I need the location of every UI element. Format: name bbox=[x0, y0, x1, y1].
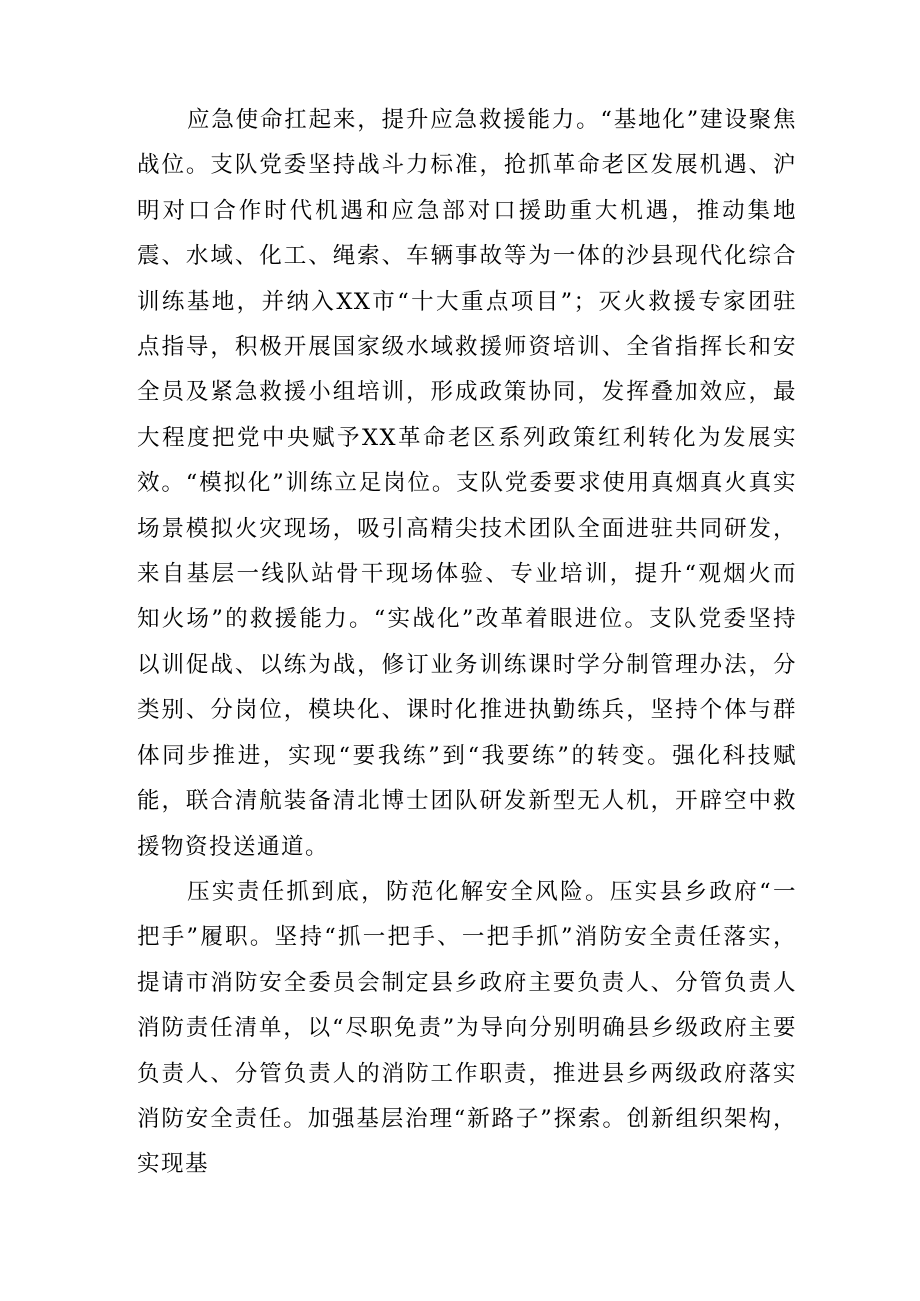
body-paragraph-2: 压实责任抓到底，防范化解安全风险。压实县乡政府“一把手”履职。坚持“抓一把手、一把手抓”消防安全责任落实，提请市消防安全委员会制定县乡政府主要负责人、分管负责人消防责任清单，以“尽职免责”为导向分别明确县乡级政府主要负责人、分管负责人的消防工作职责，推进县乡两级政府落实消防安全责任。加强基层治理“新路子”探索。创新组织架构，实现基 bbox=[137, 878, 797, 1178]
document-page bbox=[137, 98, 797, 1188]
body-paragraph-1: 应急使命扛起来，提升应急救援能力。“基地化”建设聚焦战位。支队党委坚持战斗力标准，抢抓革命老区发展机遇、沪明对口合作时代机遇和应急部对口援助重大机遇，推动集地震、水域、化工、绳索、车辆事故等为一体的沙县现代化综合训练基地，并纳入XX市“十大重点项目”；灭火救援专家团驻点指导，积极开展国家级水域救援师资培训、全省指挥长和安全员及紧急救援小组培训，形成政策协同，发挥叠加效应，最大程度把党中央赋予XX革命老区系列政策红利转化为发展实效。“模拟化”训练立足岗位。支队党委要求使用真烟真火真实场景模拟火灾现场，吸引高精尖技术团队全面进驻共同研发，来自基层一线队站骨干现场体验、专业培训，提升“观烟火而知火场”的救援能力。“实战化”改革着眼进位。支队党委坚持以训促战、以练为战，修订业务训练课时学分制管理办法，分类别、分岗位，模块化、课时化推进执勤练兵，坚持个体与群体同步推进，实现“要我练”到“我要练”的转变。强化科技赋能，联合清航装备清北博士团队研发新型无人机，开辟空中救援物资投送通道。 bbox=[137, 107, 797, 860]
